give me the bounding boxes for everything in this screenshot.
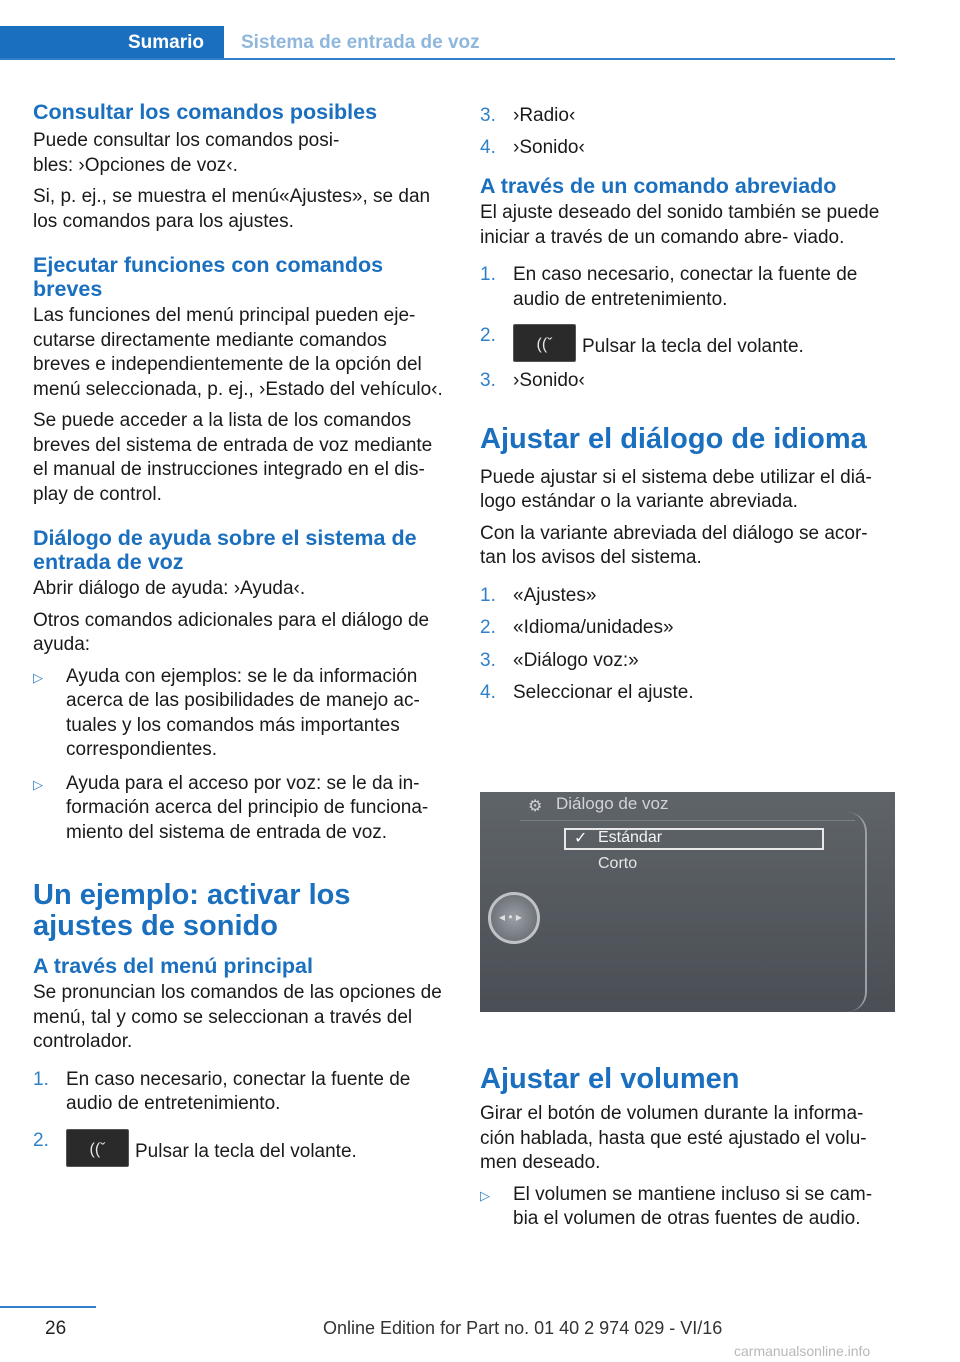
bullet-list [33, 665, 448, 846]
edition-line: Online Edition for Part no. 01 40 2 974 029 - VI/16 [323, 1318, 723, 1338]
heading-ejecutar: Ejecutar funciones con comandos breves [33, 253, 384, 301]
list-item: 2. «Idioma/unidades» [480, 617, 674, 638]
list-item: 4. ›Sonido‹ [480, 136, 585, 158]
triangle-bullet-icon: ▷ [33, 776, 43, 792]
volume-section [480, 1064, 895, 1232]
heading-menu: A través del menú principal [33, 954, 313, 978]
heading-dialogo: Diálogo de ayuda sobre el sistema de entrada de voz [33, 526, 417, 574]
list-item: 1. En caso necesario, conectar la fuente de audio de entretenimiento. [480, 264, 858, 310]
paragraph: Si, p. ej., se muestra el menú«Ajustes», se dan los comandos para los ajustes. [33, 186, 431, 232]
list-item: 1. «Ajustes» [480, 584, 597, 606]
list-item: ▷ Ayuda con ejemplos: se le da información acerca de las posibilidades de manejo ac‐ tuales y los comandos más importantes correspondientes. [33, 665, 448, 763]
check-icon: ✓ [574, 830, 588, 847]
gear-icon: ⚙ [528, 798, 543, 815]
screen-title: Diálogo de voz [556, 794, 669, 813]
watermark: carmanualsonline.info [734, 1343, 871, 1359]
list-item: 2. ((ˇ Pulsar la tecla del volante. [480, 324, 895, 362]
numbered-list [480, 263, 895, 394]
breadcrumb-section[interactable]: Sistema de entrada de voz [241, 32, 480, 53]
display-edge [847, 812, 867, 1012]
paragraph: Puede ajustar si el sistema debe utilizar el diá‐ logo estándar o la variante abreviada. [480, 466, 872, 512]
controller-knob-icon: ◂ • ▸ [488, 892, 540, 944]
paragraph: Otros comandos adicionales para el diálogo de ayuda: [33, 609, 430, 655]
page-number: 26 [45, 1318, 67, 1339]
heading-ejemplo: Un ejemplo: activar los ajustes de sonido [33, 879, 351, 942]
heading-abreviado: A través de un comando abreviado [480, 174, 837, 198]
voice-command-icon: ((ˇ [66, 1129, 129, 1167]
paragraph: Girar el botón de volumen durante la informa‐ ción hablada, hasta que esté ajustado el volu‐ men deseado. [480, 1103, 867, 1173]
paragraph: Puede consultar los comandos posi‐ bles: ›Opciones de voz‹. [33, 130, 340, 176]
divider [520, 820, 855, 821]
header-rule [0, 58, 895, 60]
list-item: 4. Seleccionar el ajuste. [480, 682, 694, 703]
list-item: 2. ((ˇ Pulsar la tecla del volante. [33, 1129, 448, 1167]
tab-sumario[interactable]: Sumario [0, 26, 224, 60]
right-column [480, 100, 895, 706]
list-item: 3. ›Sonido‹ [480, 370, 585, 391]
heading-consultar: Consultar los comandos posibles [33, 100, 378, 124]
list-item: 1. En caso necesario, conectar la fuente de audio de entretenimiento. [33, 1068, 411, 1114]
heading-volumen: Ajustar el volumen [480, 1063, 740, 1095]
numbered-list [33, 1068, 448, 1167]
list-item: 3. ›Radio‹ [480, 105, 576, 126]
option-corto: Corto [598, 855, 638, 872]
list-item: ▷ Ayuda para el acceso por voz: se le da in‐ formación acerca del principio de funciona‐ miento del sistema de entrada de voz. [33, 772, 448, 846]
bullet-list [480, 1183, 895, 1232]
paragraph: Abrir diálogo de ayuda: ›Ayuda‹. [33, 578, 306, 599]
voice-command-icon: ((ˇ [513, 324, 576, 362]
list-item: ▷ El volumen se mantiene incluso si se cam‐ bia el volumen de otras fuentes de audio. [480, 1183, 895, 1232]
option-estandar: Estándar [598, 829, 663, 846]
page-header [0, 26, 895, 60]
list-item: 3. «Diálogo voz:» [480, 649, 639, 671]
triangle-bullet-icon: ▷ [480, 1187, 490, 1203]
heading-idioma: Ajustar el diálogo de idioma [480, 422, 867, 455]
paragraph: Las funciones del menú principal pueden eje‐ cutarse directamente mediante comandos breves e independientemente de la opción del menú seleccionada, p. ej., ›Estado del vehículo‹. [33, 305, 443, 400]
numbered-list [480, 584, 895, 706]
footer-rule [0, 1306, 96, 1308]
triangle-bullet-icon: ▷ [33, 669, 43, 685]
numbered-list [480, 104, 895, 160]
paragraph: Se pronuncian los comandos de las opciones de menú, tal y como se seleccionan a través del controlador. [33, 982, 442, 1052]
paragraph: Se puede acceder a la lista de los comandos breves del sistema de entrada de voz mediante el manual de instrucciones integrado en el dis‐ play de control. [33, 410, 433, 505]
control-display-screenshot [480, 792, 895, 1012]
paragraph: Con la variante abreviada del diálogo se acor‐ tan los avisos del sistema. [480, 522, 868, 568]
paragraph: El ajuste deseado del sonido también se puede iniciar a través de un comando abre‐ viado. [480, 202, 880, 248]
left-column [33, 100, 448, 1167]
